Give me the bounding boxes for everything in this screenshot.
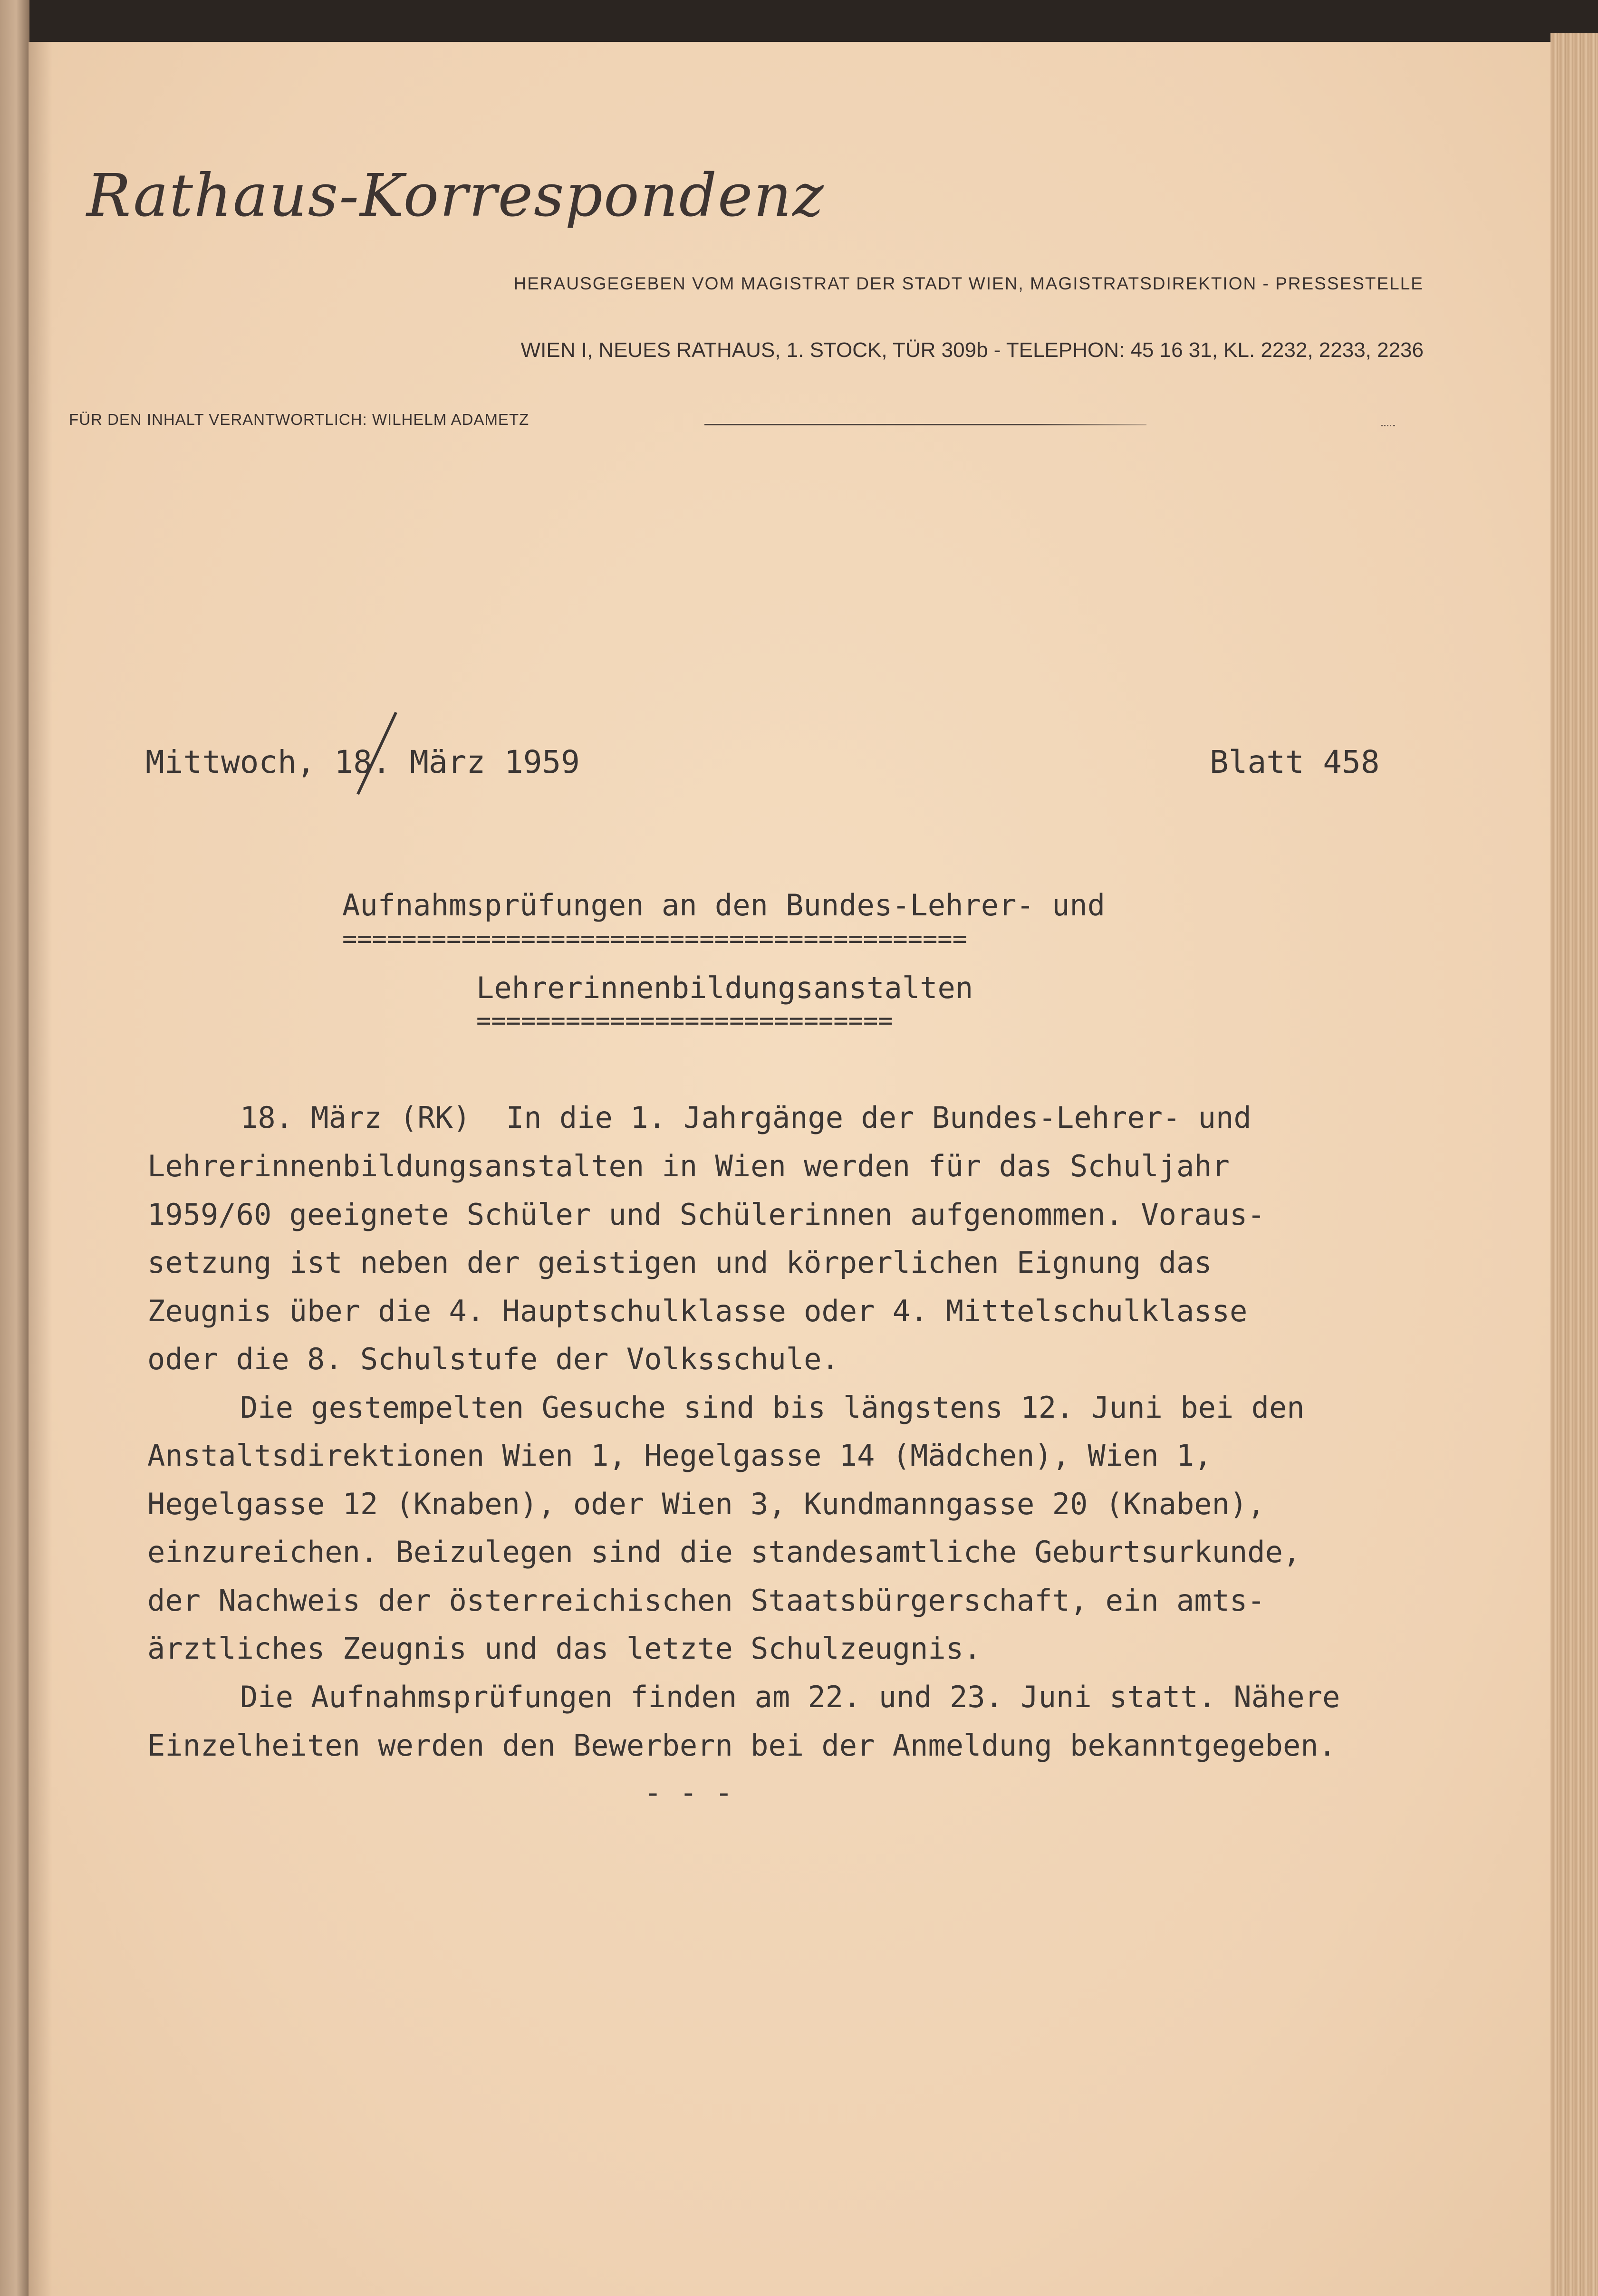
- headline-line-1: Aufnahmsprüfungen an den Bundes-Lehrer- und: [342, 888, 1106, 922]
- body-line: Einzelheiten werden den Bewerbern bei der Anmeldung bekanntgegeben.: [147, 1728, 1336, 1763]
- body-line: einzureichen. Beizulegen sind die standesamtliche Geburtsurkunde,: [147, 1535, 1301, 1569]
- letterhead-address: WIEN I, NEUES RATHAUS, 1. STOCK, TÜR 309b - TELEPHON: 45 16 31, KL. 2232, 2233, 2236: [520, 338, 1424, 362]
- headline-underline-2: ============================: [476, 1007, 893, 1035]
- letterhead-rule-dots: [1381, 425, 1395, 428]
- body-line: Die Aufnahmsprüfungen finden am 22. und 23. Juni statt. Nähere: [240, 1680, 1340, 1714]
- facing-page-edge: [0, 0, 29, 2296]
- closing-dashes: - - -: [644, 1775, 733, 1810]
- dateline-date: Mittwoch, 18. März 1959: [145, 744, 580, 780]
- body-line: der Nachweis der österreichischen Staatsbürgerschaft, ein amts-: [147, 1583, 1265, 1618]
- body-line: ärztliches Zeugnis und das letzte Schulzeugnis.: [147, 1631, 982, 1666]
- page-stack-edge: [1550, 33, 1598, 2296]
- letterhead-publisher: HERAUSGEGEBEN VOM MAGISTRAT DER STADT WIEN, MAGISTRATSDIREKTION - PRESSESTELLE: [513, 274, 1424, 293]
- body-line: Hegelgasse 12 (Knaben), oder Wien 3, Kundmanngasse 20 (Knaben),: [147, 1487, 1265, 1521]
- body-line: oder die 8. Schulstufe der Volksschule.: [147, 1342, 839, 1376]
- body-line: setzung ist neben der geistigen und körperlichen Eignung das: [147, 1245, 1212, 1280]
- letterhead-responsible: FÜR DEN INHALT VERANTWORTLICH: WILHELM ADAMETZ: [69, 411, 529, 428]
- dateline-sheet-number: Blatt 458: [1210, 744, 1380, 780]
- body-line: 1959/60 geeignete Schüler und Schülerinnen aufgenommen. Voraus-: [147, 1197, 1265, 1232]
- masthead-title: Rathaus-Korrespondenz: [87, 162, 825, 230]
- body-line: Zeugnis über die 4. Hauptschulklasse oder 4. Mittelschulklasse: [147, 1294, 1248, 1328]
- headline-underline-1: ==========================================: [342, 925, 967, 953]
- letterhead-rule: [704, 424, 1146, 425]
- body-line: Anstaltsdirektionen Wien 1, Hegelgasse 14 (Mädchen), Wien 1,: [147, 1438, 1212, 1473]
- binding-shadow: [29, 42, 52, 2296]
- headline-line-2: Lehrerinnenbildungsanstalten: [476, 970, 973, 1005]
- body-line: Lehrerinnenbildungsanstalten in Wien werden für das Schuljahr: [147, 1149, 1230, 1183]
- body-line: 18. März (RK) In die 1. Jahrgänge der Bundes-Lehrer- und: [240, 1100, 1251, 1135]
- body-line: Die gestempelten Gesuche sind bis längstens 12. Juni bei den: [240, 1390, 1305, 1425]
